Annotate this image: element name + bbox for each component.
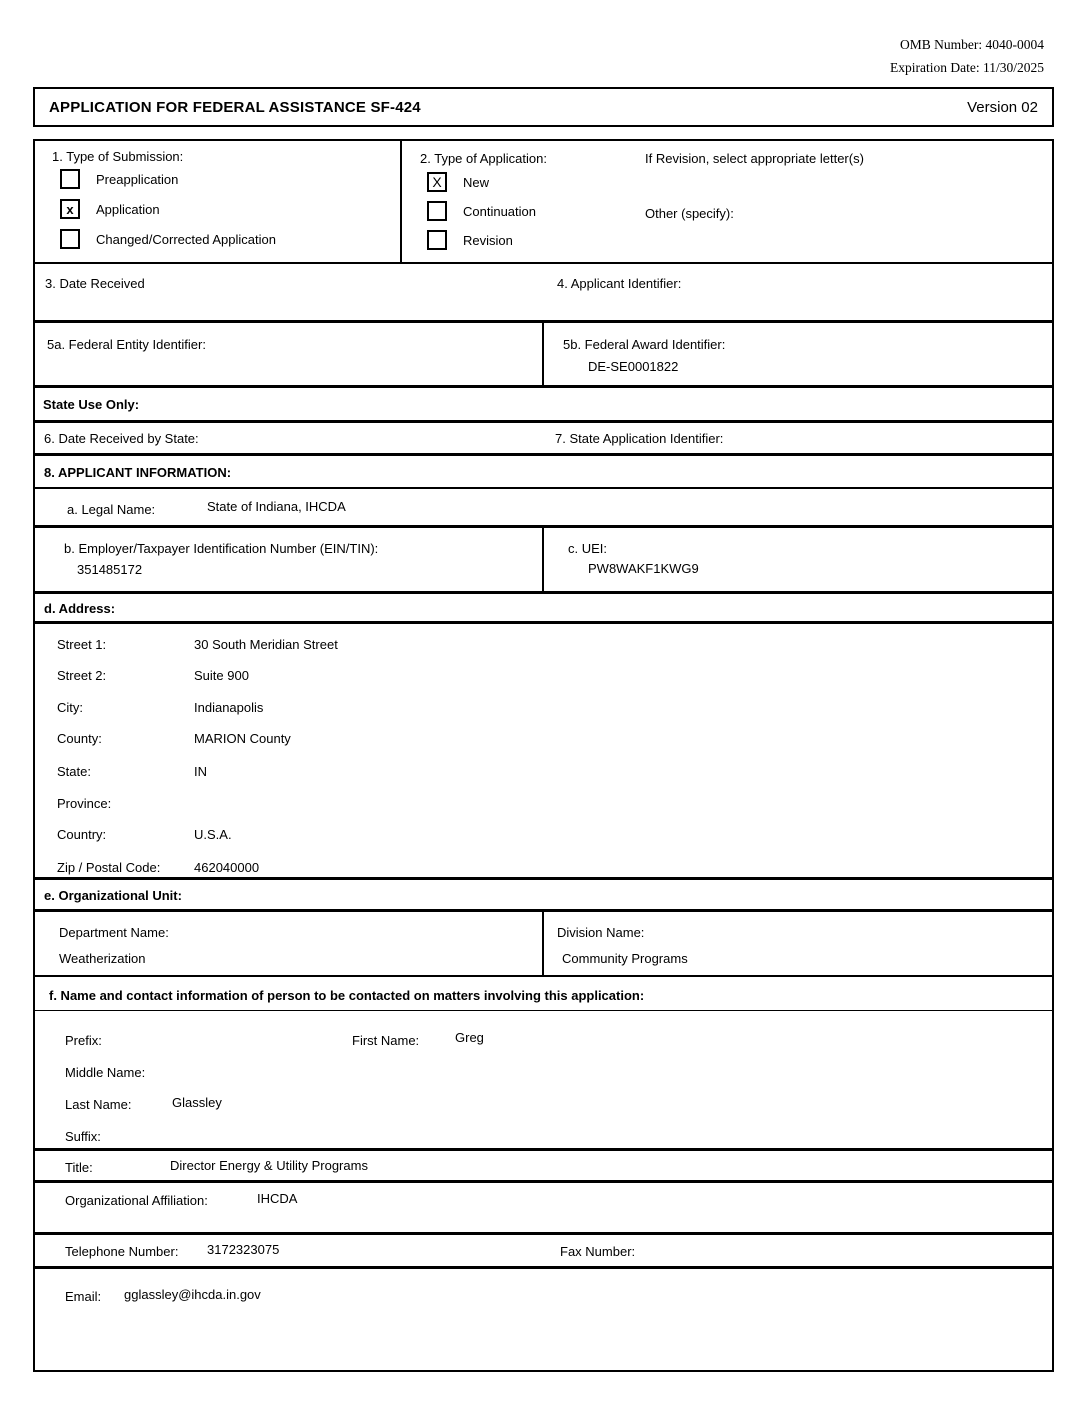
preapplication-label: Preapplication xyxy=(96,171,179,187)
federal-award-identifier-label: 5b. Federal Award Identifier: xyxy=(563,337,726,352)
revision-checkbox[interactable] xyxy=(427,230,447,250)
address-street2 xyxy=(57,668,249,683)
last-name-value[interactable]: Glassley xyxy=(172,1095,222,1110)
uei-label: c. UEI: xyxy=(568,541,608,556)
changed-corrected-label: Changed/Corrected Application xyxy=(96,231,276,247)
new-label: New xyxy=(463,174,490,190)
street1-label: Street 1: xyxy=(57,637,107,652)
divider-section1-2 xyxy=(400,141,402,262)
row-address-header xyxy=(35,591,1052,621)
federal-entity-identifier-label: 5a. Federal Entity Identifier: xyxy=(47,337,206,352)
org-unit-header: e. Organizational Unit: xyxy=(44,888,182,903)
ein-value[interactable]: 351485172 xyxy=(77,562,143,577)
expiration-date: Expiration Date: 11/30/2025 xyxy=(890,60,1044,75)
changed-corrected-checkbox[interactable] xyxy=(60,229,80,249)
middle-name-label: Middle Name: xyxy=(65,1065,146,1080)
application-label: Application xyxy=(96,201,160,217)
new-checkbox[interactable]: X xyxy=(427,172,447,192)
street1-value[interactable]: 30 South Meridian Street xyxy=(194,637,338,652)
first-name-value[interactable]: Greg xyxy=(455,1030,484,1045)
revision-label: Revision xyxy=(463,232,513,248)
state-value[interactable]: IN xyxy=(194,764,207,779)
other-specify-label: Other (specify): xyxy=(645,206,734,221)
street2-label: Street 2: xyxy=(57,668,107,683)
department-name-value[interactable]: Weatherization xyxy=(59,951,146,966)
division-name-value[interactable]: Community Programs xyxy=(562,951,688,966)
preapplication-checkbox[interactable] xyxy=(60,169,80,189)
province-label: Province: xyxy=(57,796,112,811)
fax-label: Fax Number: xyxy=(560,1244,636,1259)
county-value[interactable]: MARION County xyxy=(194,731,291,746)
street2-value[interactable]: Suite 900 xyxy=(194,668,249,683)
email-label: Email: xyxy=(65,1289,102,1304)
first-name-label: First Name: xyxy=(352,1033,420,1048)
option-changed-corrected xyxy=(60,229,276,249)
applicant-identifier-label: 4. Applicant Identifier: xyxy=(557,276,682,291)
form-header xyxy=(33,87,1054,127)
suffix-label: Suffix: xyxy=(65,1129,101,1144)
legal-name-value[interactable]: State of Indiana, IHCDA xyxy=(207,499,346,514)
state-use-only-label: State Use Only: xyxy=(43,397,140,412)
row-legal-name xyxy=(35,487,1052,525)
option-application xyxy=(60,199,160,219)
row-date-received-applicant-id xyxy=(35,262,1052,320)
prefix-label: Prefix: xyxy=(65,1033,102,1048)
row-state-use-only xyxy=(35,385,1052,420)
application-checkbox[interactable]: x xyxy=(60,199,80,219)
row-org-affiliation xyxy=(35,1180,1052,1232)
federal-award-identifier-value[interactable]: DE-SE0001822 xyxy=(588,359,679,374)
zip-value[interactable]: 462040000 xyxy=(194,860,260,875)
form-version: Version 02 xyxy=(967,98,1038,116)
row-federal-identifiers xyxy=(35,320,1052,385)
org-affiliation-value[interactable]: IHCDA xyxy=(257,1191,298,1206)
uei-value[interactable]: PW8WAKF1KWG9 xyxy=(588,561,699,576)
date-received-by-state-label: 6. Date Received by State: xyxy=(44,431,199,446)
divider-dept-division xyxy=(542,912,544,975)
telephone-value[interactable]: 3172323075 xyxy=(207,1242,280,1257)
row-telephone-fax xyxy=(35,1232,1052,1266)
row-applicant-information-header xyxy=(35,453,1052,487)
address-city xyxy=(57,700,263,715)
option-continuation xyxy=(427,201,536,221)
row-state-received xyxy=(35,420,1052,453)
title-label: Title: xyxy=(65,1160,93,1175)
row-ein-uei xyxy=(35,525,1052,591)
applicant-information-header: 8. APPLICANT INFORMATION: xyxy=(44,465,232,480)
continuation-label: Continuation xyxy=(463,203,536,219)
option-preapplication xyxy=(60,169,178,189)
row-type-of-submission-application xyxy=(35,141,1052,262)
email-value[interactable]: gglassley@ihcda.in.gov xyxy=(124,1287,261,1302)
row-title xyxy=(35,1148,1052,1180)
contact-header: f. Name and contact information of person to be contacted on matters involving this application: xyxy=(49,988,645,1003)
telephone-label: Telephone Number: xyxy=(65,1244,179,1259)
state-label: State: xyxy=(57,764,91,779)
city-value[interactable]: Indianapolis xyxy=(194,700,264,715)
division-name-label: Division Name: xyxy=(557,925,645,940)
section2-label: 2. Type of Application: xyxy=(420,151,547,166)
row-org-unit-header xyxy=(35,877,1052,909)
row-department-division xyxy=(35,909,1052,975)
address-state xyxy=(57,764,207,779)
form-title: APPLICATION FOR FEDERAL ASSISTANCE SF-424 xyxy=(49,98,421,116)
address-county xyxy=(57,731,291,746)
option-new xyxy=(427,172,489,192)
section1-label: 1. Type of Submission: xyxy=(52,149,184,164)
row-email xyxy=(35,1266,1052,1370)
divider-ein-uei xyxy=(542,528,544,591)
country-label: Country: xyxy=(57,827,107,842)
legal-name-label: a. Legal Name: xyxy=(67,502,156,517)
address-street1 xyxy=(57,637,338,652)
option-revision xyxy=(427,230,513,250)
state-application-identifier-label: 7. State Application Identifier: xyxy=(555,431,724,446)
last-name-label: Last Name: xyxy=(65,1097,132,1112)
address-province xyxy=(57,796,194,811)
county-label: County: xyxy=(57,731,102,746)
form-body xyxy=(33,139,1054,1372)
continuation-checkbox[interactable] xyxy=(427,201,447,221)
row-contact-header xyxy=(35,975,1052,1010)
divider-5a-5b xyxy=(542,323,544,385)
row-address-block xyxy=(35,621,1052,877)
city-label: City: xyxy=(57,700,83,715)
date-received-label: 3. Date Received xyxy=(45,276,145,291)
omb-number: OMB Number: 4040-0004 xyxy=(900,37,1044,52)
zip-label: Zip / Postal Code: xyxy=(57,860,161,875)
revision-note: If Revision, select appropriate letter(s) xyxy=(645,151,864,166)
country-value[interactable]: U.S.A. xyxy=(194,827,232,842)
omb-block xyxy=(890,33,1044,79)
row-contact-names xyxy=(35,1010,1052,1148)
department-name-label: Department Name: xyxy=(59,925,169,940)
address-header: d. Address: xyxy=(44,601,116,616)
address-zip xyxy=(57,860,259,875)
address-country xyxy=(57,827,232,842)
org-affiliation-label: Organizational Affiliation: xyxy=(65,1193,208,1208)
title-value[interactable]: Director Energy & Utility Programs xyxy=(170,1158,368,1173)
ein-label: b. Employer/Taxpayer Identification Number (EIN/TIN): xyxy=(64,541,379,556)
